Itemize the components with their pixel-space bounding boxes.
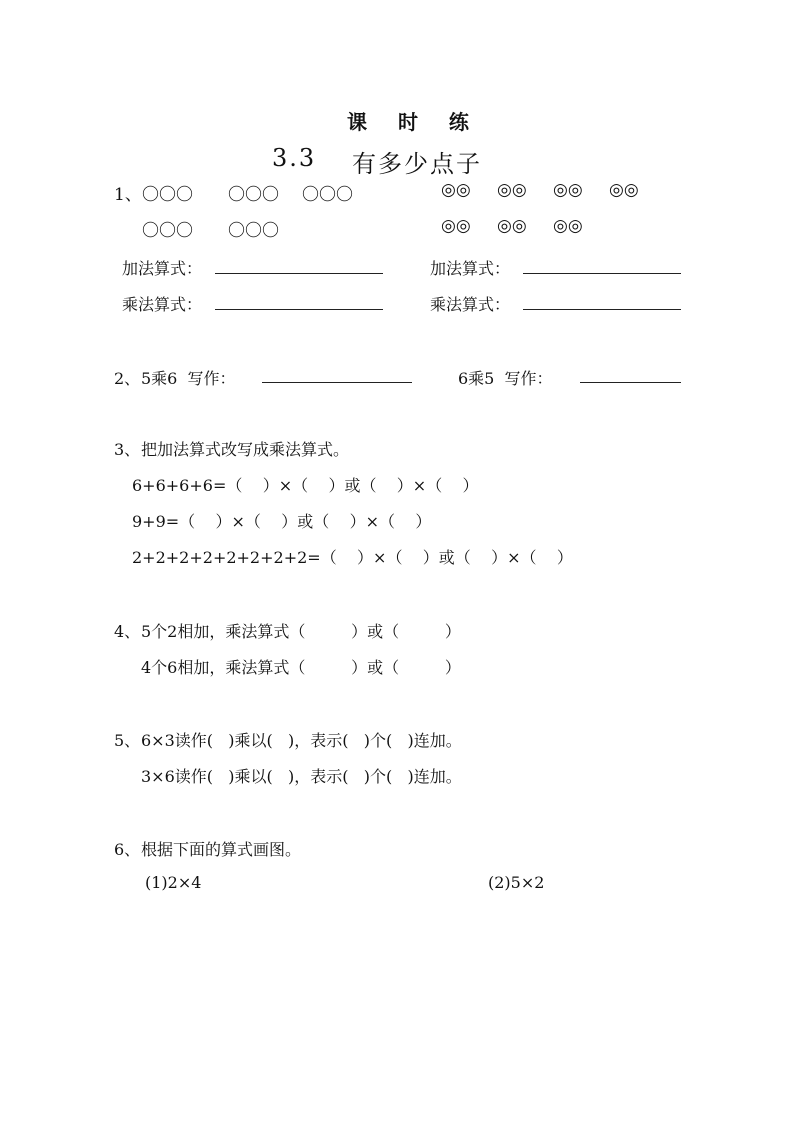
q2-answer-line-right[interactable] xyxy=(580,382,681,383)
lesson-number: 3.3 xyxy=(272,144,317,172)
addition-answer-line-left[interactable] xyxy=(215,273,383,274)
q4-number: 4、 xyxy=(114,622,141,641)
q2-left-text: 5乘6 写作： xyxy=(141,369,236,388)
q2-number: 2、 xyxy=(114,369,141,388)
q5-number: 5、 xyxy=(114,731,141,750)
circle-group: 〇〇〇 xyxy=(142,185,193,205)
dot-group: ◎◎ xyxy=(609,180,639,200)
dot-group: ◎◎ xyxy=(553,180,583,200)
circle-group: 〇〇〇 xyxy=(142,221,193,241)
addition-answer-line-right[interactable] xyxy=(523,273,681,274)
dot-group: ◎◎ xyxy=(553,216,583,236)
dot-group: ◎◎ xyxy=(497,180,527,200)
dot-group: ◎◎ xyxy=(441,216,471,236)
q6-part-1: (1)2×4 xyxy=(145,873,202,892)
q2-answer-line-left[interactable] xyxy=(262,382,412,383)
q3-equation: 9+9=（ ）×（ ）或（ ）×（ ） xyxy=(132,512,432,531)
circle-group: 〇〇〇 xyxy=(302,185,353,205)
q4-statement: 4个6相加，乘法算式（ ）或（ ） xyxy=(141,658,461,677)
q5-statement: 6×3读作( )乘以( )，表示( )个( )连加。 xyxy=(141,731,462,750)
q3-equation: 6+6+6+6=（ ）×（ ）或（ ）×（ ） xyxy=(132,476,479,495)
multiplication-label: 乘法算式： xyxy=(122,295,203,314)
q3-equation: 2+2+2+2+2+2+2+2=（ ）×（ ）或（ ）×（ ） xyxy=(132,548,573,567)
q3-number: 3、 xyxy=(114,440,141,459)
circle-group: 〇〇〇 xyxy=(228,221,279,241)
q5-statement: 3×6读作( )乘以( )，表示( )个( )连加。 xyxy=(141,767,462,786)
q1-number: 1、 xyxy=(114,185,142,205)
q6-number: 6、 xyxy=(114,840,141,859)
dot-group: ◎◎ xyxy=(441,180,471,200)
q2-right-text: 6乘5 写作： xyxy=(458,369,553,388)
q6-part-2: (2)5×2 xyxy=(488,873,545,892)
q6-prompt: 根据下面的算式画图。 xyxy=(141,840,302,859)
multiplication-answer-line-right[interactable] xyxy=(523,309,681,310)
q4-statement: 5个2相加，乘法算式（ ）或（ ） xyxy=(141,622,461,641)
circle-group: 〇〇〇 xyxy=(228,185,279,205)
q3-prompt: 把加法算式改写成乘法算式。 xyxy=(141,440,350,459)
dot-group: ◎◎ xyxy=(497,216,527,236)
addition-label: 加法算式： xyxy=(430,259,511,278)
lesson-title: 有多少点子 xyxy=(352,150,482,178)
worksheet-title: 课 时 练 xyxy=(347,110,481,134)
multiplication-label: 乘法算式： xyxy=(430,295,511,314)
addition-label: 加法算式： xyxy=(122,259,203,278)
multiplication-answer-line-left[interactable] xyxy=(215,309,383,310)
